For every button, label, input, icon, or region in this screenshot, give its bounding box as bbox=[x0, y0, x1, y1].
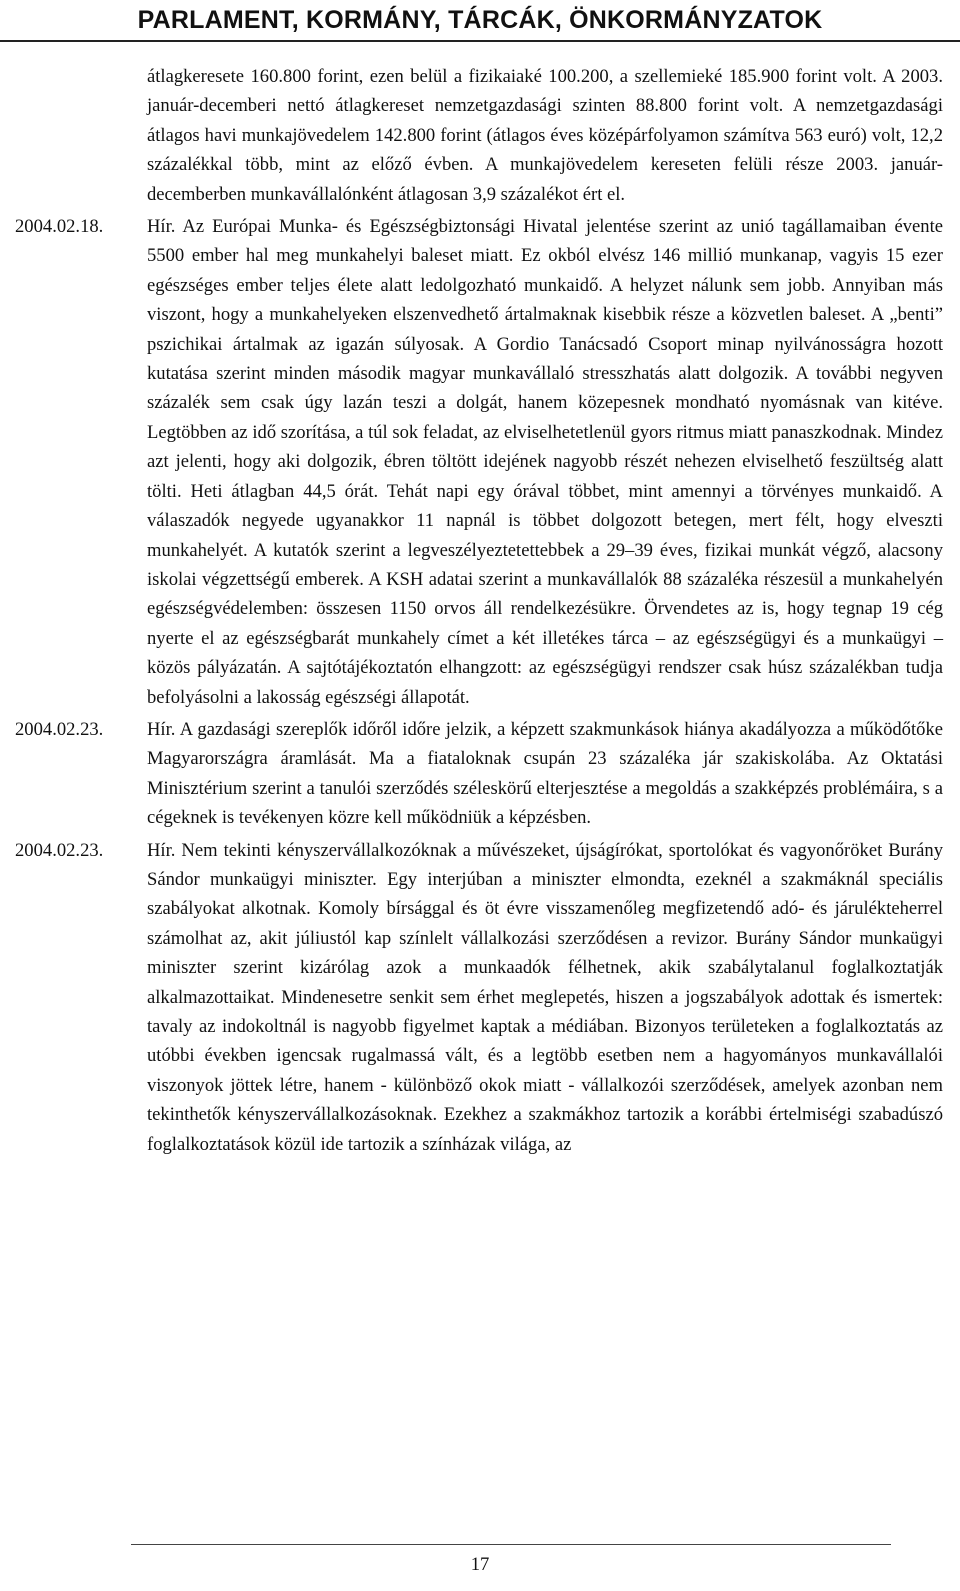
entry-date bbox=[15, 62, 147, 209]
entry-date: 2004.02.23. bbox=[15, 718, 104, 740]
footer-rule bbox=[131, 1544, 891, 1545]
entry-date: 2004.02.23. bbox=[15, 839, 104, 861]
news-entry bbox=[15, 715, 943, 833]
news-entry bbox=[15, 62, 943, 209]
entry-text: Hír. Nem tekinti kényszervállalkozóknak a művészeket, újságírókat, sportolókat és vagyonőröket Burány Sándor munkaügyi miniszter. Egy interjúban a miniszter elmondta, ezeknél a szakmáknál speciális szabályokat alkotnak. Komoly bírsággal és öt évre visszamenőleg megfizetendő adó- és járulékteherrel számolhat az, akit júliustól kap színlelt vállalkozási szerződésen a revizor. Burány Sándor munkaügyi miniszter szerint kizárólag azok a munkaadók félhetnek, akik szabálytalanul foglalkoztatják alkalmazottaikat. Mindenesetre senkit sem érhet meglepetés, hiszen a jogszabályok adottak és ismertek: tavaly az indokoltnál is nagyobb figyelmet kaptak a médiában. Bizonyos területeken a foglalkoztatás az utóbbi években igencsak rugalmassá vált, és a legtöbb esetben nem a hagyományos munkavállalói viszonyok jöttek létre, hanem - különböző okok miatt - vállalkozói szerződések, amelyek azonban nem tekinthetők kényszervállalkozásoknak. Ezekhez a szakmákhoz tartozik a korábbi értelmiségi szabadúszó foglalkoztatások közül ide tartozik a színházak világa, az bbox=[147, 839, 943, 1155]
entry-date: 2004.02.18. bbox=[15, 216, 104, 238]
header-rule bbox=[0, 40, 960, 42]
page-number: 17 bbox=[470, 1554, 490, 1575]
page-header: PARLAMENT, KORMÁNY, TÁRCÁK, ÖNKORMÁNYZATOK bbox=[137, 6, 823, 34]
document-body bbox=[15, 62, 943, 1162]
news-entry bbox=[15, 212, 943, 712]
entry-text: átlagkeresete 160.800 forint, ezen belül a fizikaiaké 100.200, a szellemieké 185.900 forint volt. A 2003. január-decemberi nettó átlagkereset nemzetgazdasági szinten 88.800 forint volt. A nemzetgazdasági átlagos havi munkajövedelem 142.800 forint (átlagos éves középárfolyamon számítva 563 euró) volt, 12,2 százalékkal több, mint az előző évben. A munkajövedelem kereseten felüli része 2003. január-decemberben munkavállalónként átlagosan 3,9 százalékot ért el. bbox=[147, 66, 943, 205]
entry-text: Hír. Az Európai Munka- és Egészségbiztonsági Hivatal jelentése szerint az unió tagállamaiban évente 5500 ember hal meg munkahelyi baleset miatt. Ez okból elvész 146 millió munkanap, vagyis 15 ezer egészséges ember teljes élete alatt ledolgozható munkaidő. A helyzet nálunk sem jobb. Annyiban más viszont, hogy a munkahelyeken elszenvedhető ártalmaknak kisebbik része a közvetlen baleset. A „benti” pszichikai ártalmak az igazán súlyosak. A Gordio Tanácsadó Csoport minap nyilvánosságra hozott kutatása szerint minden második magyar munkavállaló stresszhatás alatt dolgozik. A további negyven százalék sem csak úgy lazán teszi a dolgát, hanem közepesnek mondható nyomásnak van kitéve. Legtöbben az idő szorítása, a túl sok feladat, az elviselhetetlenül gyors ritmus miatt panaszkodnak. Mindez azt jelenti, hogy aki dolgozik, ébren töltött idejének nagyobb részét nehezen elviselhető feszültség alatt tölti. Heti átlagban 44,5 órát. Tehát napi egy órával többet, mint amennyi a törvényes munkaidő. A válaszadók negyede ugyanakkor 11 napnál is többet dolgozott betegen, mert félt, hogy elveszti munkahelyét. A kutatók szerint a legveszélyeztetettebbek a 29–39 éves, fizikai munkát végző, alacsony iskolai végzettségű emberek. A KSH adatai szerint a munkavállalók 88 százaléka részesül a munkahelyén egészségvédelemben: összesen 1150 orvos áll rendelkezésükre. Örvendetes az is, hogy tegnap 19 cég nyerte el az egészségbarát munkahely címet a két illetékes tárca – az egészségügyi és a munkaügyi – közös pályázatán. A sajtótájékoztatón elhangzott: az egészségügyi rendszer csak húsz százalékban tudja befolyásolni a lakosság egészségi állapotát. bbox=[147, 216, 943, 708]
news-entry bbox=[15, 836, 943, 1159]
entry-text: Hír. A gazdasági szereplők időről időre jelzik, a képzett szakmunkások hiánya akadályozza a működőtőke Magyarországra áramlását. Ma a fiataloknak csupán 23 százaléka jár szakiskolába. Az Oktatási Minisztérium szerint a tanulói szerződés széleskörű elterjesztése a megoldás a szakképzés problémáira, s a cégeknek is tevékenyen közre kell működniük a képzésben. bbox=[147, 718, 943, 829]
